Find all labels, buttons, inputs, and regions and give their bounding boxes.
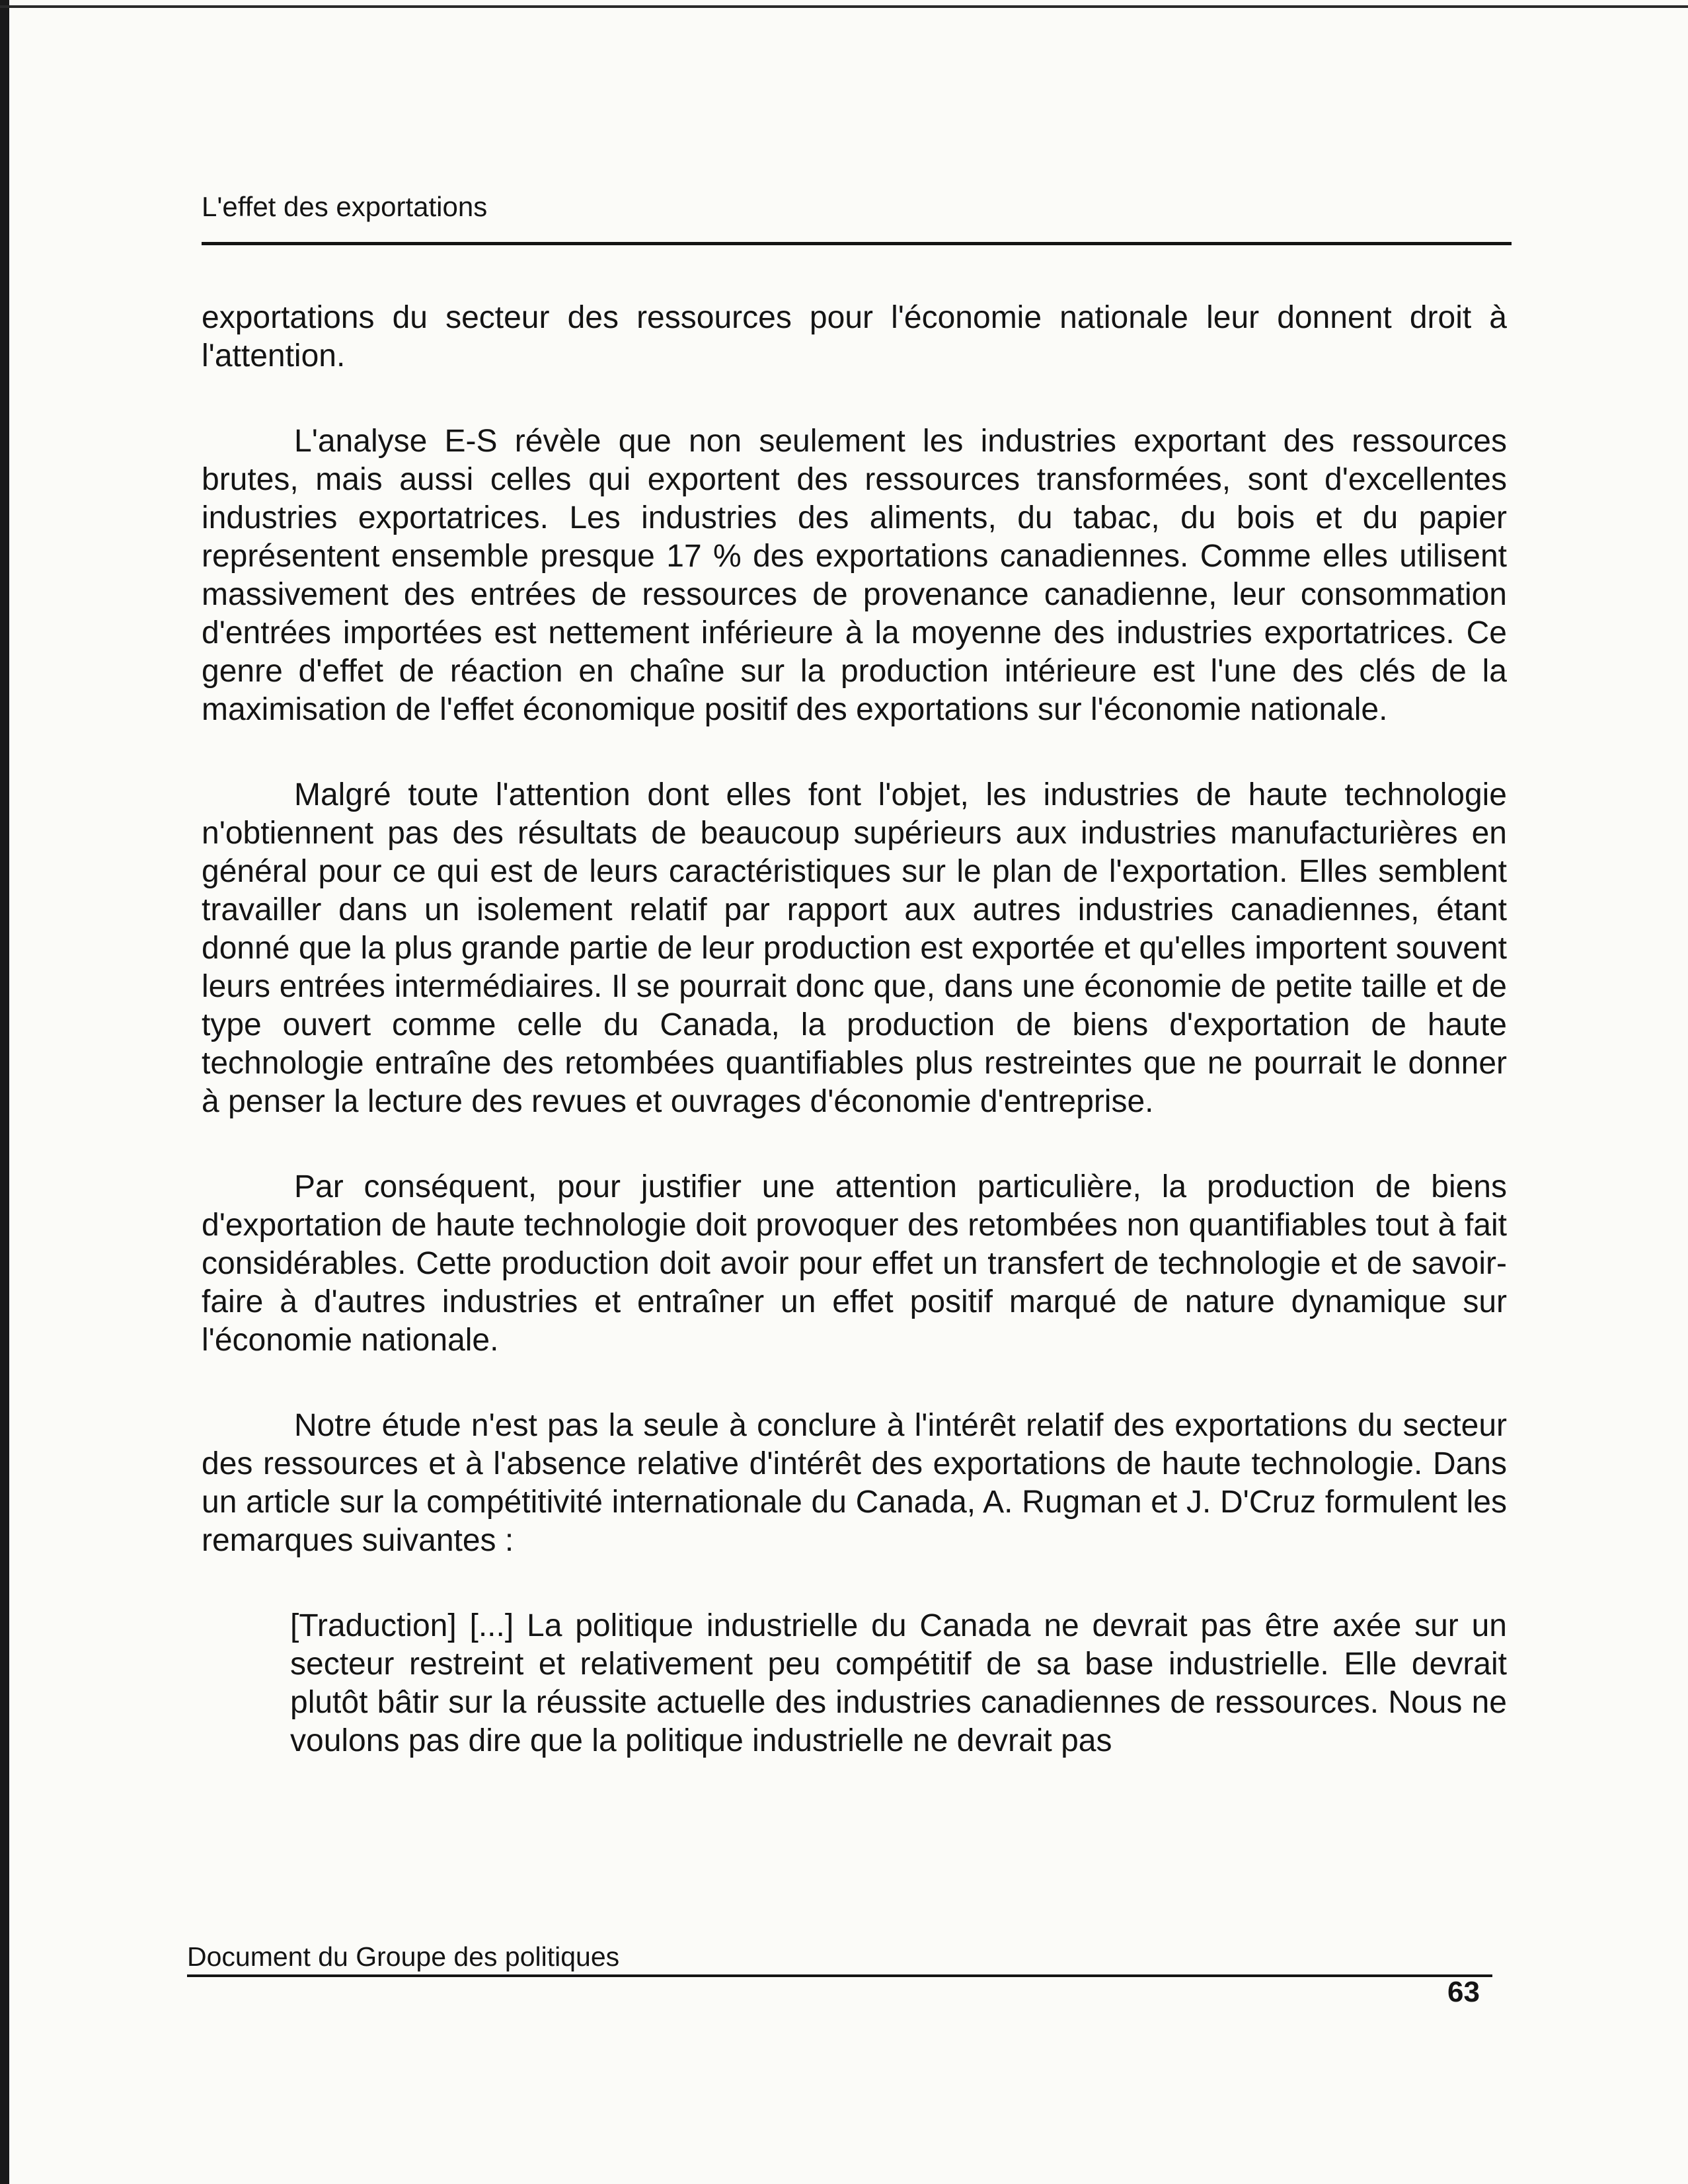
scan-top-edge xyxy=(0,5,1688,8)
paragraph-consequence: Par conséquent, pour justifier une attention particulière, la production de biens d'exportation de haute technologie doit provoquer des retombées non quantifiables tout à fait considérables. Cette production doit avoir pour effet un transfert de technologie et de savoir-faire à d'autres industries et entraîner un effet positif marqué de nature dynamique sur l'économie nationale. xyxy=(202,1169,1507,1358)
paragraph-haute-technologie: Malgré toute l'attention dont elles font l'objet, les industries de haute technologie n'obtiennent pas des résultats de beaucoup supérieurs aux industries manufacturières en général pour ce qui est de leurs caractéristiques sur le plan de l'exportation. Elles semblent travailler dans un isolement relatif par rapport aux autres industries canadiennes, étant donné que la plus grande partie de leur production est exportée et qu'elles importent souvent leurs entrées intermédiaires. Il se pourrait donc que, dans une économie de petite taille et de type ouvert comme celle du Canada, la production de biens d'exportation de haute technologie entraîne des retombées quantifiables plus restreintes que ne pourrait le donner à penser la lecture des revues et ouvrages d'économie d'entreprise. xyxy=(202,777,1507,1119)
page-number: 63 xyxy=(1447,1976,1480,2008)
header-rule xyxy=(202,242,1512,245)
footer-rule xyxy=(187,1974,1492,1977)
scan-left-edge xyxy=(0,0,9,2184)
footer-label: Document du Groupe des politiques xyxy=(187,1941,620,1972)
running-header: L'effet des exportations xyxy=(202,191,488,222)
paragraph-etude: Notre étude n'est pas la seule à conclure à l'intérêt relatif des exportations du secteur des ressources et à l'absence relative d'intérêt des exportations de haute technologie. Dans un article sur la compétitivité internationale du Canada, A. Rugman et J. D'Cruz formulent les remarques suivantes : xyxy=(202,1408,1507,1558)
body-text xyxy=(202,299,1507,1760)
block-quote: [Traduction] [...] La politique industrielle du Canada ne devrait pas être axée sur un secteur restreint et relativement peu compétitif de sa base industrielle. Elle devrait plutôt bâtir sur la réussite actuelle des industries canadiennes de ressources. Nous ne voulons pas dire que la politique industrielle ne devrait pas xyxy=(290,1608,1507,1758)
paragraph-continuation: exportations du secteur des ressources pour l'économie nationale leur donnent droit à l'attention. xyxy=(202,300,1507,373)
paragraph-analyse-es: L'analyse E-S révèle que non seulement les industries exportant des ressources brutes, mais aussi celles qui exportent des ressources transformées, sont d'excellentes industries exportatrices. Les industries des aliments, du tabac, du bois et du papier représentent ensemble presque 17 % des exportations canadiennes. Comme elles utilisent massivement des entrées de ressources de provenance canadienne, leur consommation d'entrées importées est nettement inférieure à la moyenne des industries exportatrices. Ce genre d'effet de réaction en chaîne sur la production intérieure est l'une des clés de la maximisation de l'effet économique positif des exportations sur l'économie nationale. xyxy=(202,424,1507,727)
